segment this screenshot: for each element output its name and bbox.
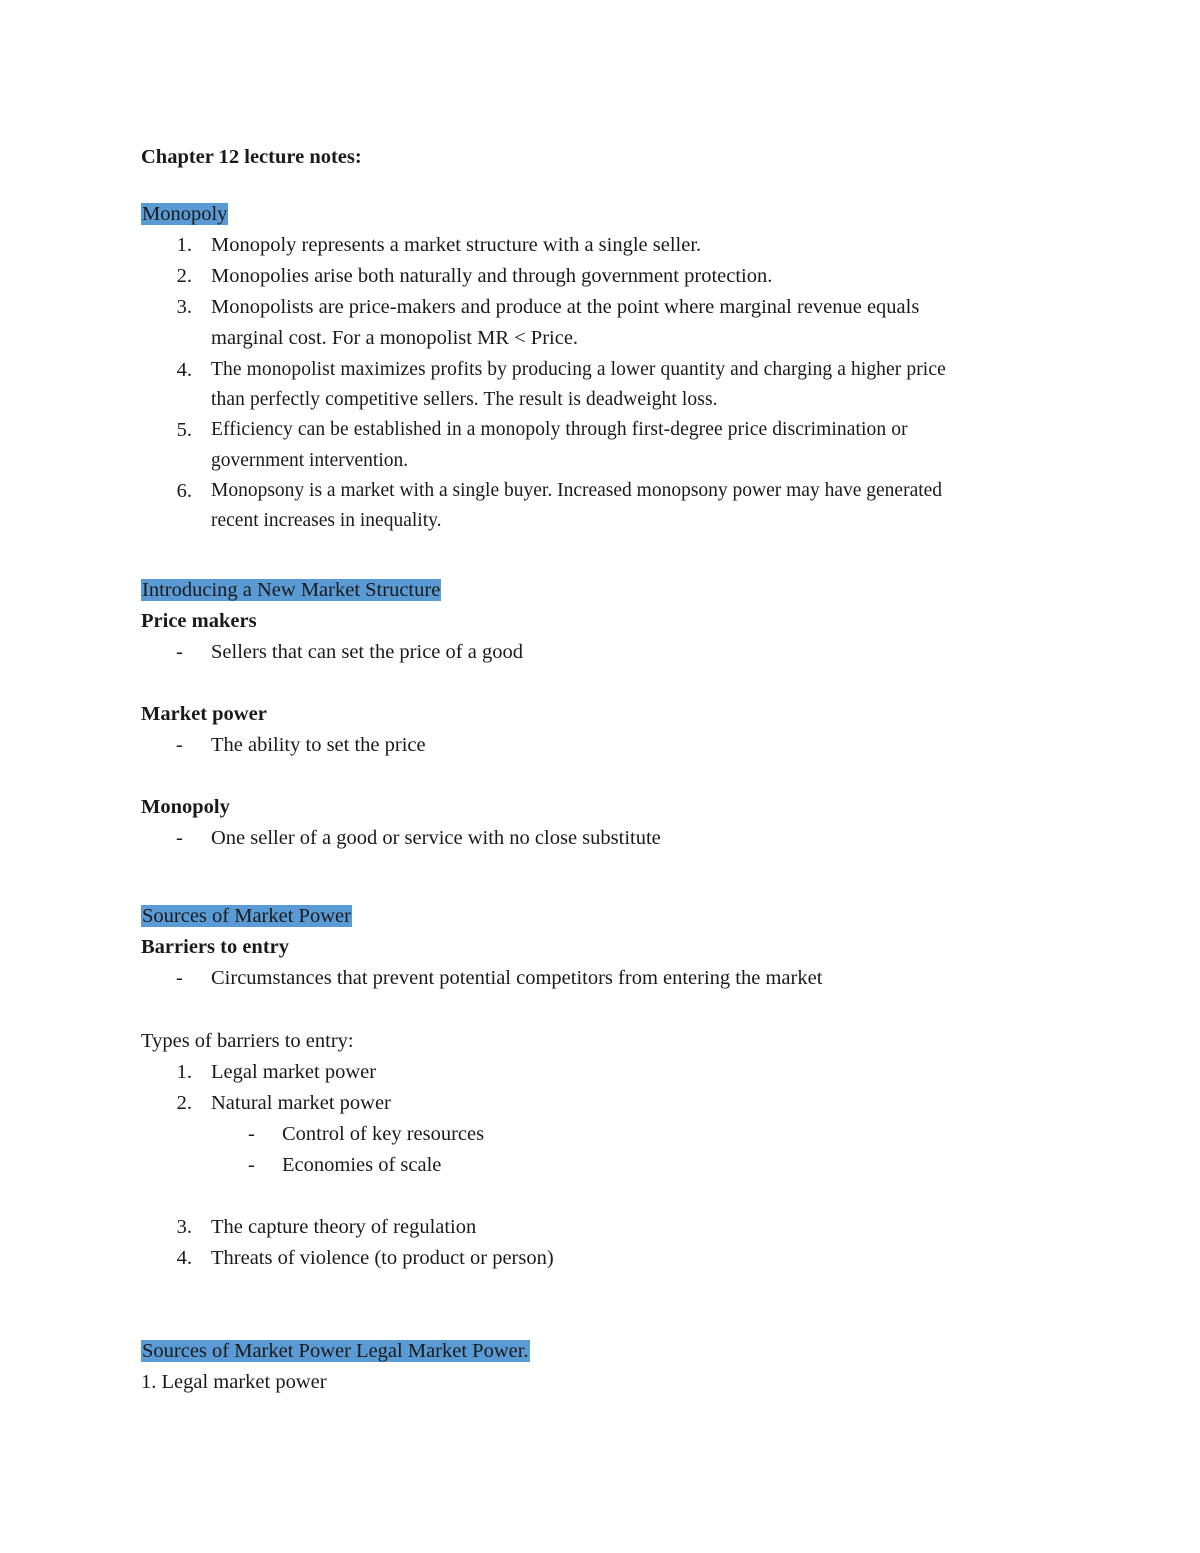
heading-highlight: Monopoly [142,203,228,225]
term-barriers-to-entry: Barriers to entry [141,936,289,958]
list-item-text-cont: recent increases in inequality. [211,510,442,531]
heading-highlight: Sources of Market Power [142,905,351,927]
list-number: 4. [176,359,192,381]
dash-bullet: - [176,641,183,663]
legal-first-line: 1. Legal market power [141,1371,327,1393]
dash-bullet: - [248,1154,255,1176]
list-number: 4. [176,1247,192,1269]
term-price-makers: Price makers [141,610,257,632]
section-heading-legal [141,1337,530,1365]
list-number: 5. [176,419,192,441]
list-item-text: Threats of violence (to product or person) [211,1247,554,1269]
term-monopoly: Monopoly [141,796,230,818]
list-item-text: Efficiency can be established in a monopoly through first-degree price discrimination or [211,419,908,440]
definition-text: Sellers that can set the price of a good [211,641,523,663]
list-item-text: Natural market power [211,1092,391,1114]
dash-bullet: - [176,967,183,989]
list-item-text-cont: than perfectly competitive sellers. The result is deadweight loss. [211,389,718,410]
list-item-text: The capture theory of regulation [211,1216,477,1238]
dash-bullet: - [176,827,183,849]
list-item-text: The monopolist maximizes profits by producing a lower quantity and charging a higher price [211,359,946,380]
list-number: 3. [176,1216,192,1238]
list-number: 2. [176,265,192,287]
section-heading-new-structure [141,576,441,604]
list-item-text-cont: marginal cost. For a monopolist MR < Price. [211,327,579,349]
section-heading-monopoly [141,200,228,228]
list-number: 2. [176,1092,192,1114]
list-item-text: Legal market power [211,1061,377,1083]
types-label: Types of barriers to entry: [141,1030,354,1052]
sub-item-text: Economies of scale [282,1154,442,1176]
list-item-text: Monopolists are price-makers and produce at the point where marginal revenue equals [211,296,920,318]
sub-item-text: Control of key resources [282,1123,485,1145]
list-item-text: Monopoly represents a market structure with a single seller. [211,234,702,256]
definition-text: The ability to set the price [211,734,426,756]
dash-bullet: - [176,734,183,756]
list-item-text: Monopolies arise both naturally and through government protection. [211,265,773,287]
list-item-text: Monopsony is a market with a single buyer. Increased monopsony power may have generated [211,480,943,501]
term-market-power: Market power [141,703,267,725]
list-number: 6. [176,480,192,502]
dash-bullet: - [248,1123,255,1145]
definition-text: One seller of a good or service with no close substitute [211,827,661,849]
document-title: Chapter 12 lecture notes: [141,146,362,168]
definition-text: Circumstances that prevent potential competitors from entering the market [211,967,823,989]
section-heading-sources [141,902,352,930]
heading-highlight: Introducing a New Market Structure [142,579,441,601]
list-number: 1. [176,1061,192,1083]
list-number: 1. [176,234,192,256]
list-number: 3. [176,296,192,318]
list-item-text-cont: government intervention. [211,450,409,471]
heading-highlight: Sources of Market Power Legal Market Power. [142,1340,529,1362]
